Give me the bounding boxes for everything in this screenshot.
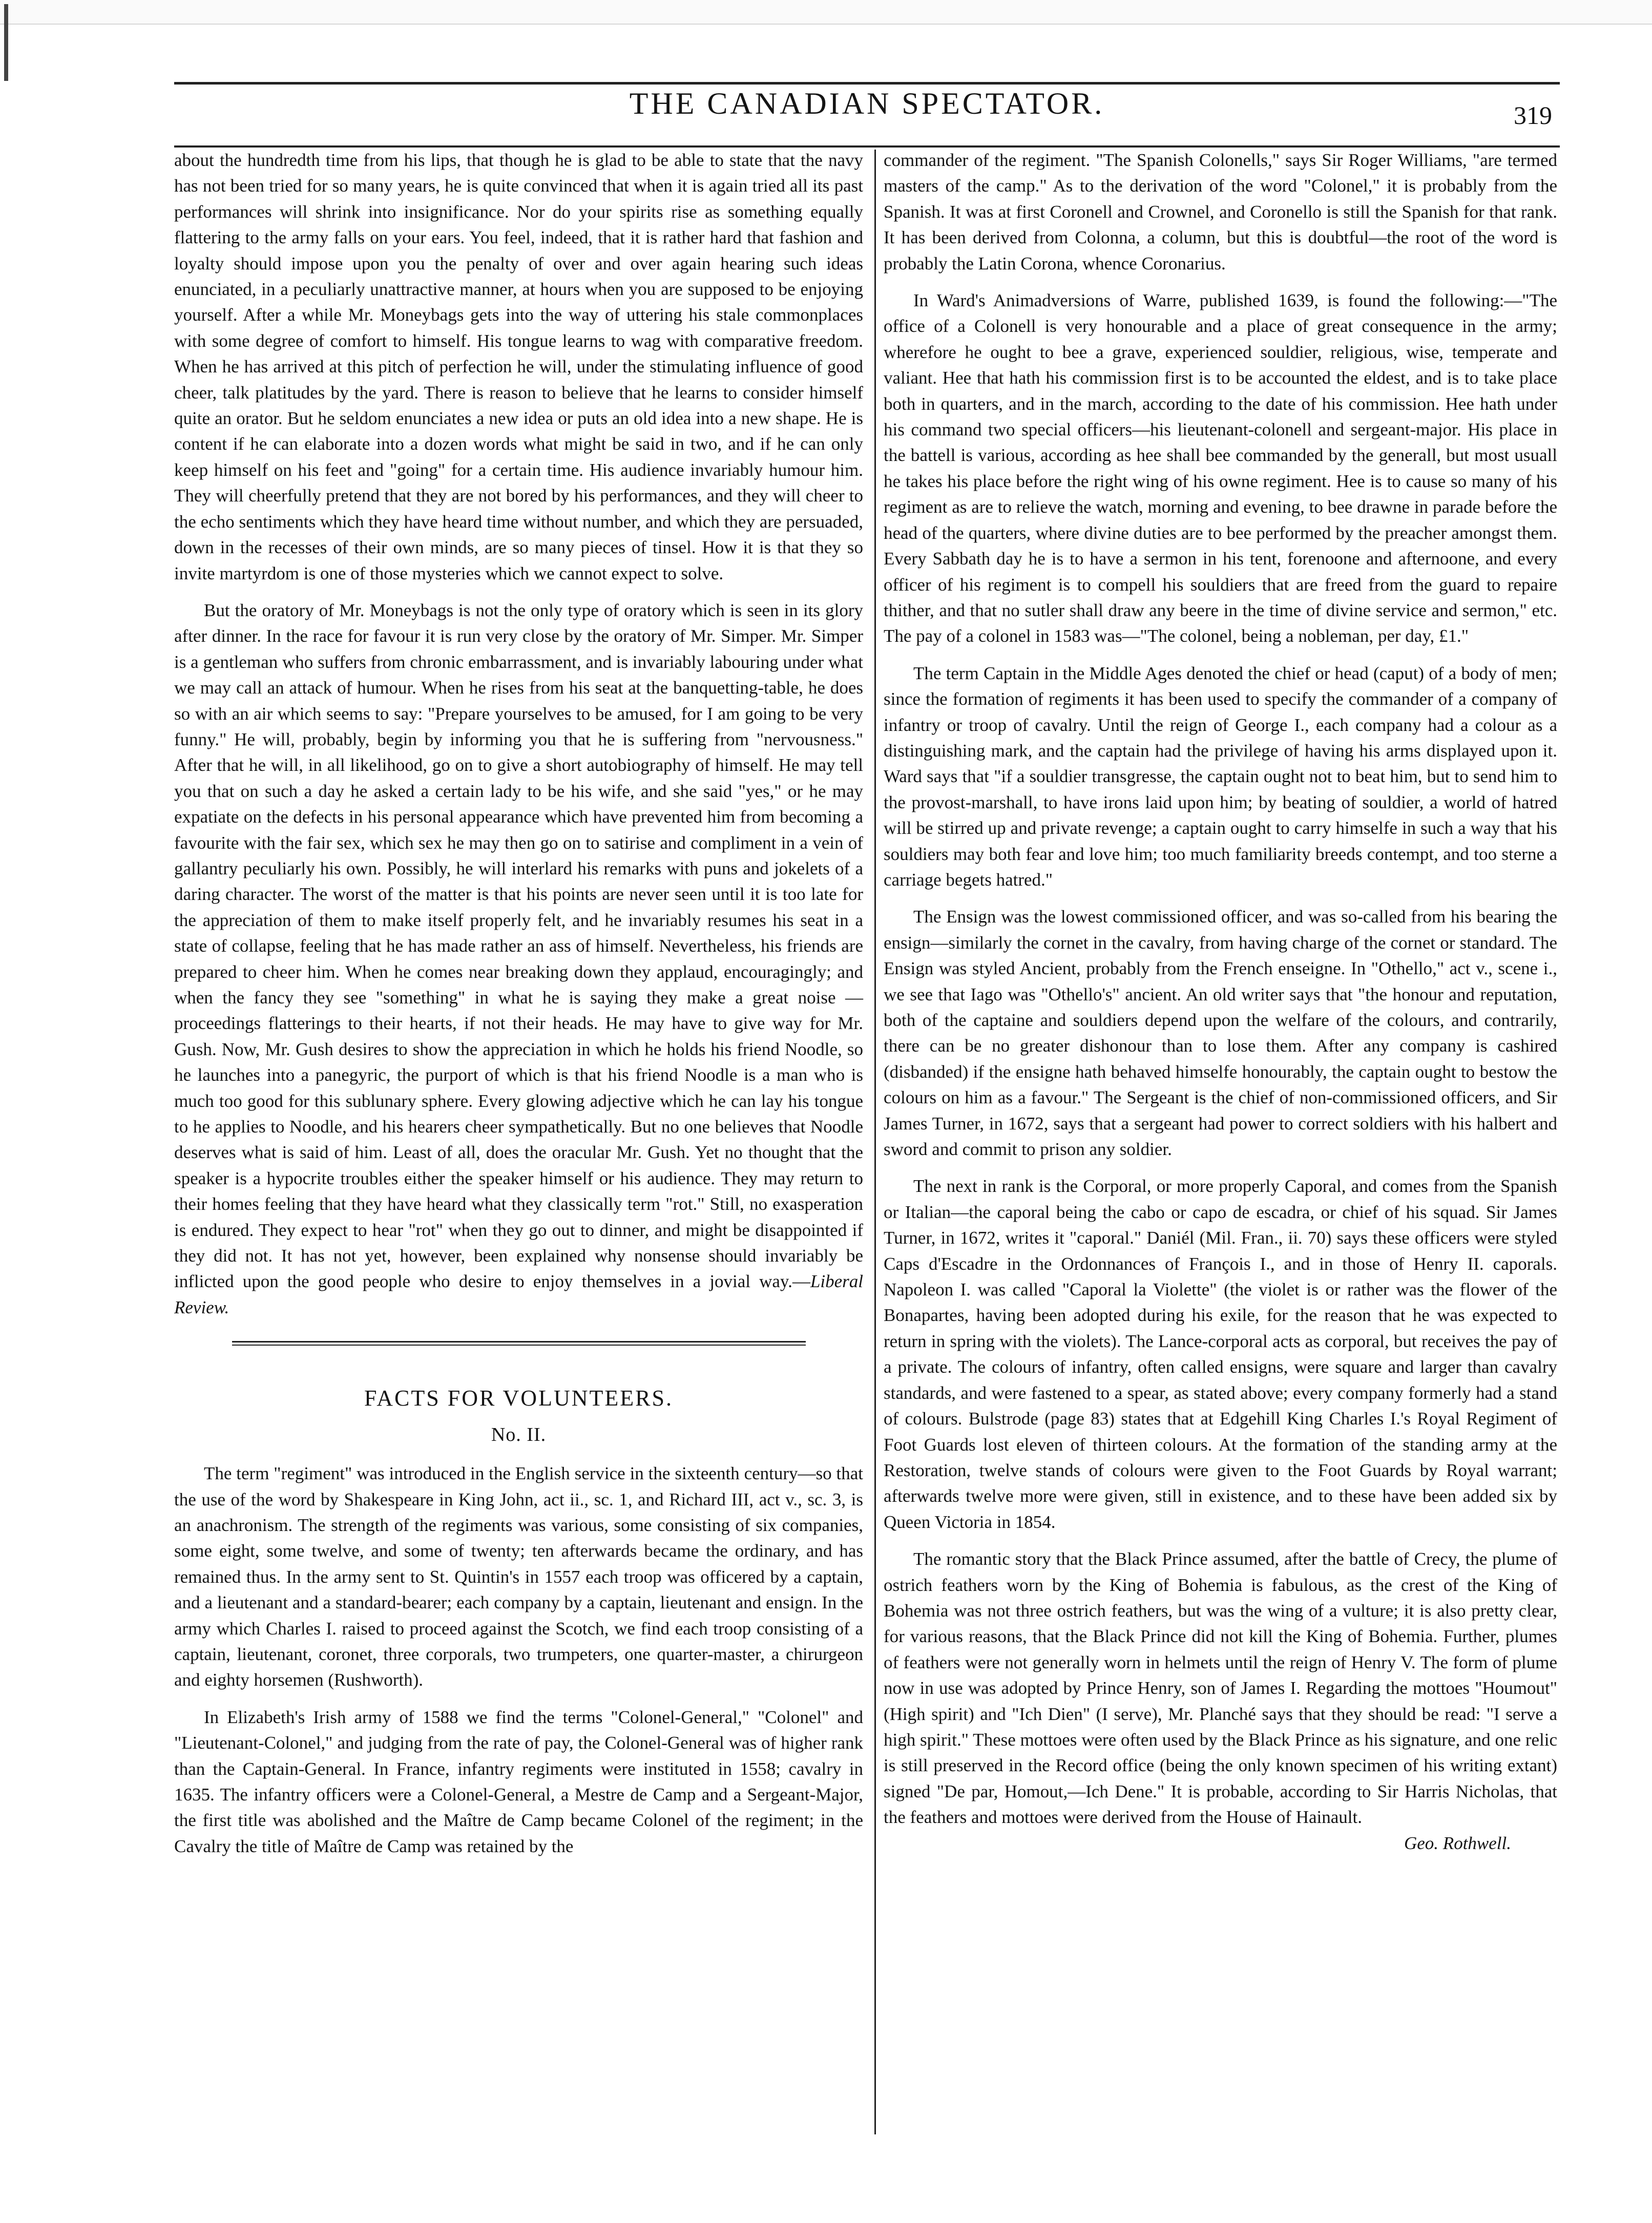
section-divider bbox=[232, 1341, 806, 1346]
page-top-edge bbox=[0, 0, 1652, 25]
article-paragraph-text: But the oratory of Mr. Moneybags is not the only type of oratory which is seen in its glory after dinner. In the race for favour it is run very close by the oratory of Mr. Simper. Mr. Simper is a gentleman who suffers from chronic embarrassment, and is invariably labouring under what we may call an attack of humour. When he rises from his seat at the banquetting-table, he does so with an air which seems to say: "Prepare yourselves to be amused, for I am going to be very funny." He will, probably, begin by informing you that he is suffering from "nervousness." After that he will, in all likelihood, go on to give a short autobiography of himself. He may tell you that on such a day he asked a certain lady to be his wife, and she said "yes," or he may expatiate on the defects in his personal appearance which have prevented him from becoming a favourite with the fair sex, which sex he may then go on to satirise and compliment in a vein of gallantry peculiarly his own. Possibly, he will interlard his remarks with puns and jokelets of a daring character. The worst of the matter is that his points are never seen until it is too late for the appreciation of them to make itself properly felt, and he invariably resumes his seat in a state of collapse, feeling that he has made rather an ass of himself. Nevertheless, his friends are prepared to cheer him. When he comes near breaking down they applaud, encouragingly; and when the fancy they see "something" in what he is saying they make a great noise —proceedings flatterings to their hearts, if not their heads. He may have to give way for Mr. Gush. Now, Mr. Gush desires to show the appreciation in which he holds his friend Noodle, so he launches into a panegyric, the purport of which is that his friend Noodle is a man who is much too good for this sublunary sphere. Every glowing adjective which he can lay his tongue to he applies to Noodle, and his hearers cheer sympathetically. But no one believes that Noodle deserves what is said of him. Least of all, does the oracular Mr. Gush. Yet no thought that the speaker is a hypocrite troubles either the speaker himself or his audience. They may return to their homes feeling that they have heard what they classically term "rot." Still, no exasperation is endured. They expect to hear "rot" when they go out to dinner, and might be disappointed if they did not. It has not yet, however, been explained why nonsense should invariably be inflicted upon the good people who desire to enjoy themselves in a jovial way.— bbox=[174, 600, 863, 1292]
article-paragraph: The romantic story that the Black Prince assumed, after the battle of Crecy, the plume of ostrich feathers worn by the King of Bohemia is fabulous, as the crest of the King of Bohemia was not three ostrich feathers, but was the wing of a vulture; it is also pretty clear, for various reasons, that the Black Prince did not kill the King of Bohemia. Further, plumes of feathers were not generally worn in helmets until the reign of Henry V. The form of plume now in use was adopted by Prince Henry, son of James I. Regarding the mottoes "Houmout" (High spirit) and "Ich Dien" (I serve), Mr. Planché says that they should be read: "I serve a high spirit." These mottoes were often used by the Black Prince as his signature, and one relic is still preserved in the Record office (being the only known specimen of his writing extant) signed "De par, Homout,—Ich Dene." It is probable, according to Sir Harris Nicholas, that the feathers and mottoes were derived from the House of Hainault. bbox=[884, 1549, 1557, 1828]
masthead-top-rule bbox=[174, 82, 1560, 85]
column-divider bbox=[874, 150, 876, 2134]
article-paragraph: commander of the regiment. "The Spanish Colonells," says Sir Roger Williams, "are termed masters of the camp." As to the derivation of the word "Colonel," it is probably from the Spanish. It was at first Coronell and Crownel, and Coronello is still the Spanish for that rank. It has been derived from Colonna, a column, but this is doubtful—the root of the word is probably the Latin Corona, whence Coronarius. bbox=[884, 150, 1557, 274]
section-title: FACTS FOR VOLUNTEERS. bbox=[364, 1386, 673, 1411]
author-signature: Geo. Rothwell. bbox=[1404, 1833, 1511, 1853]
article-paragraph: In Ward's Animadversions of Warre, published 1639, is found the following:—"The office of a Colonell is very honourable and a place of great consequence in the army; wherefore he ought to bee a grave, experienced souldier, religious, wise, temperate and valiant. Hee that hath his commission first is to be accounted the eldest, and is to take place both in quarters, and in the march, according to the date of his commission. Hee hath under his command two special officers—his lieutenant-colonell and sergeant-major. His place in the battell is various, according as hee shall bee commanded by the generall, but most usuall he takes his place before the right wing of his owne regiment. Hee is to cause so many of his regiment as are to relieve the watch, morning and evening, to bee drawne in parade before the head of the quarters, where divine duties are to bee performed by the preacher amongst them. Every Sabbath day he is to have a sermon in his tent, forenoone and afternoone, and every officer of his regiment is to compell his souldiers that are freed from the guard to repaire thither, and that no sutler shall draw any beere in the time of divine service and sermon," etc. The pay of a colonel in 1583 was—"The colonel, being a nobleman, per day, £1." bbox=[884, 290, 1557, 646]
article-paragraph: In Elizabeth's Irish army of 1588 we find the terms "Colonel-General," "Colonel" and "Lieutenant-Colonel," and judging from the rate of pay, the Colonel-General was of higher rank than the Captain-General. In France, infantry regiments were instituted in 1558; cavalry in 1635. The infantry officers were a Colonel-General, a Mestre de Camp and a Sergeant-Major, the first title was abolished and the Maître de Camp became Colonel of the regiment; in the Cavalry the title of Maître de Camp was retained by the bbox=[174, 1707, 863, 1856]
article-paragraph: about the hundredth time from his lips, that though he is glad to be able to state that the navy has not been tried for so many years, he is quite convinced that when it is again tried all its past performances will shrink into insignificance. Nor do your spirits rise as something equally flattering to the army falls on your ears. You feel, indeed, that it is rather hard that fashion and loyalty should impose upon you the penalty of over and over again hearing such ideas enunciated, in a peculiarly unattractive manner, at hours when you are supposed to be enjoying yourself. After a while Mr. Moneybags gets into the way of uttering his stale commonplaces with some degree of comfort to himself. His tongue learns to wag with comparative freedom. When he has arrived at this pitch of perfection he will, under the stimulating influence of good cheer, talk platitudes by the yard. There is reason to believe that he learns to consider himself quite an orator. But he seldom enunciates a new idea or puts an old idea into a new shape. He is content if he can elaborate into a dozen words what might be said in two, and if he can only keep himself on his feet and "going" for a certain time. His audience invariably humour him. They will cheerfully pretend that they are not bored by his performances, and they will cheer to the echo sentiments which they have heard time without number, and which they are persuaded, down in the recesses of their own minds, are so many pieces of tinsel. How it is that they so invite martyrdom is one of those mysteries which we cannot expect to solve. bbox=[174, 150, 863, 583]
article-source: Liberal Review. bbox=[174, 1271, 863, 1317]
article-paragraph bbox=[174, 598, 863, 1320]
article-paragraph: The term "regiment" was introduced in the English service in the sixteenth century—so that the use of the word by Shakespeare in King John, act ii., sc. 1, and Richard III, act v., sc. 3, is an anachronism. The strength of the regiments was various, some consisting of six companies, some eight, some twelve, and some of twenty; ten afterwards became the ordinary, and has remained thus. In the army sent to St. Quintin's in 1557 each troop was officered by a captain, and a lieutenant and a standard-bearer; each company by a captain, lieutenant and ensign. In the army which Charles I. raised to proceed against the Scotch, we find each troop consisting of a captain, lieutenant, coronet, three corporals, two trumpeters, one quarter-master, a chirurgeon and eighty horsemen (Rushworth). bbox=[174, 1463, 863, 1690]
masthead-title: THE CANADIAN SPECTATOR. bbox=[629, 87, 1105, 120]
binding-mark bbox=[4, 4, 8, 81]
right-column bbox=[884, 148, 1557, 1856]
article-paragraph: The term Captain in the Middle Ages denoted the chief or head (caput) of a body of men; since the formation of regiments it has been used to specify the commander of a company of infantry or troop of cavalry. Until the reign of George I., each company had a colour as a distinguishing mark, and the captain had the privilege of having his arms displayed upon it. Ward says that "if a souldier transgresse, the captain ought not to beat him, but to send him to the provost-marshall, to have irons laid upon him; by beating of souldier, a world of hatred will be stirred up and private revenge; a captain ought to carry himselfe in such a way that his souldiers may both fear and love him; too much familiarity breeds contempt, and too sterne a carriage begets hatred." bbox=[884, 663, 1557, 890]
article-paragraph: The Ensign was the lowest commissioned officer, and was so-called from his bearing the ensign—similarly the cornet in the cavalry, from having charge of the cornet or standard. The Ensign was styled Ancient, probably from the French enseigne. In "Othello," act v., scene i., we see that Iago was "Othello's" ancient. An old writer says that "the honour and reputation, both of the captaine and souldiers depend upon the welfare of the colours, and contrarily, there can be no greater dishonour than to lose them. After any company is cashired (disbanded) if the ensigne hath behaved himselfe honourably, the captain ought to bestow the colours on him as a favour." The Sergeant is the chief of non-commissioned officers, and Sir James Turner, in 1672, says that a sergeant had power to correct soldiers with his halbert and sword and commit to prison any soldier. bbox=[884, 907, 1557, 1160]
article-paragraph: The next in rank is the Corporal, or more properly Caporal, and comes from the Spanish or Italian—the caporal being the cabo or capo de escadra, or chief of his squad. Sir James Turner, in 1672, writes it "caporal." Daniél (Mil. Fran., ii. 70) says these officers were styled Caps d'Escadre in the Ordonnances of François I., and in those of Henry II. caporals. Napoleon I. was called "Caporal la Violette" (the violet is or rather was the flower of the Bonapartes, having been adopted during his exile, for the reason that he was expected to return in spring with the violets). The Lance-corporal acts as corporal, but receives the pay of a private. The colours of infantry, often called ensigns, were square and larger than cavalry standards, and were fastened to a spear, as stated above; every company formerly had a stand of colours. Bulstrode (page 83) states that at Edgehill King Charles I.'s Royal Regiment of Foot Guards lost eleven of thirteen colours. At the formation of the standing army at the Restoration, twelve stands of colours were given to the Foot Guards by Royal warrant; afterwards twelve more were given, still in existence, and to these have been added six by Queen Victoria in 1854. bbox=[884, 1176, 1557, 1532]
section-subtitle: No. II. bbox=[491, 1423, 547, 1445]
page-number: 319 bbox=[1514, 101, 1552, 130]
left-column bbox=[174, 148, 863, 1859]
